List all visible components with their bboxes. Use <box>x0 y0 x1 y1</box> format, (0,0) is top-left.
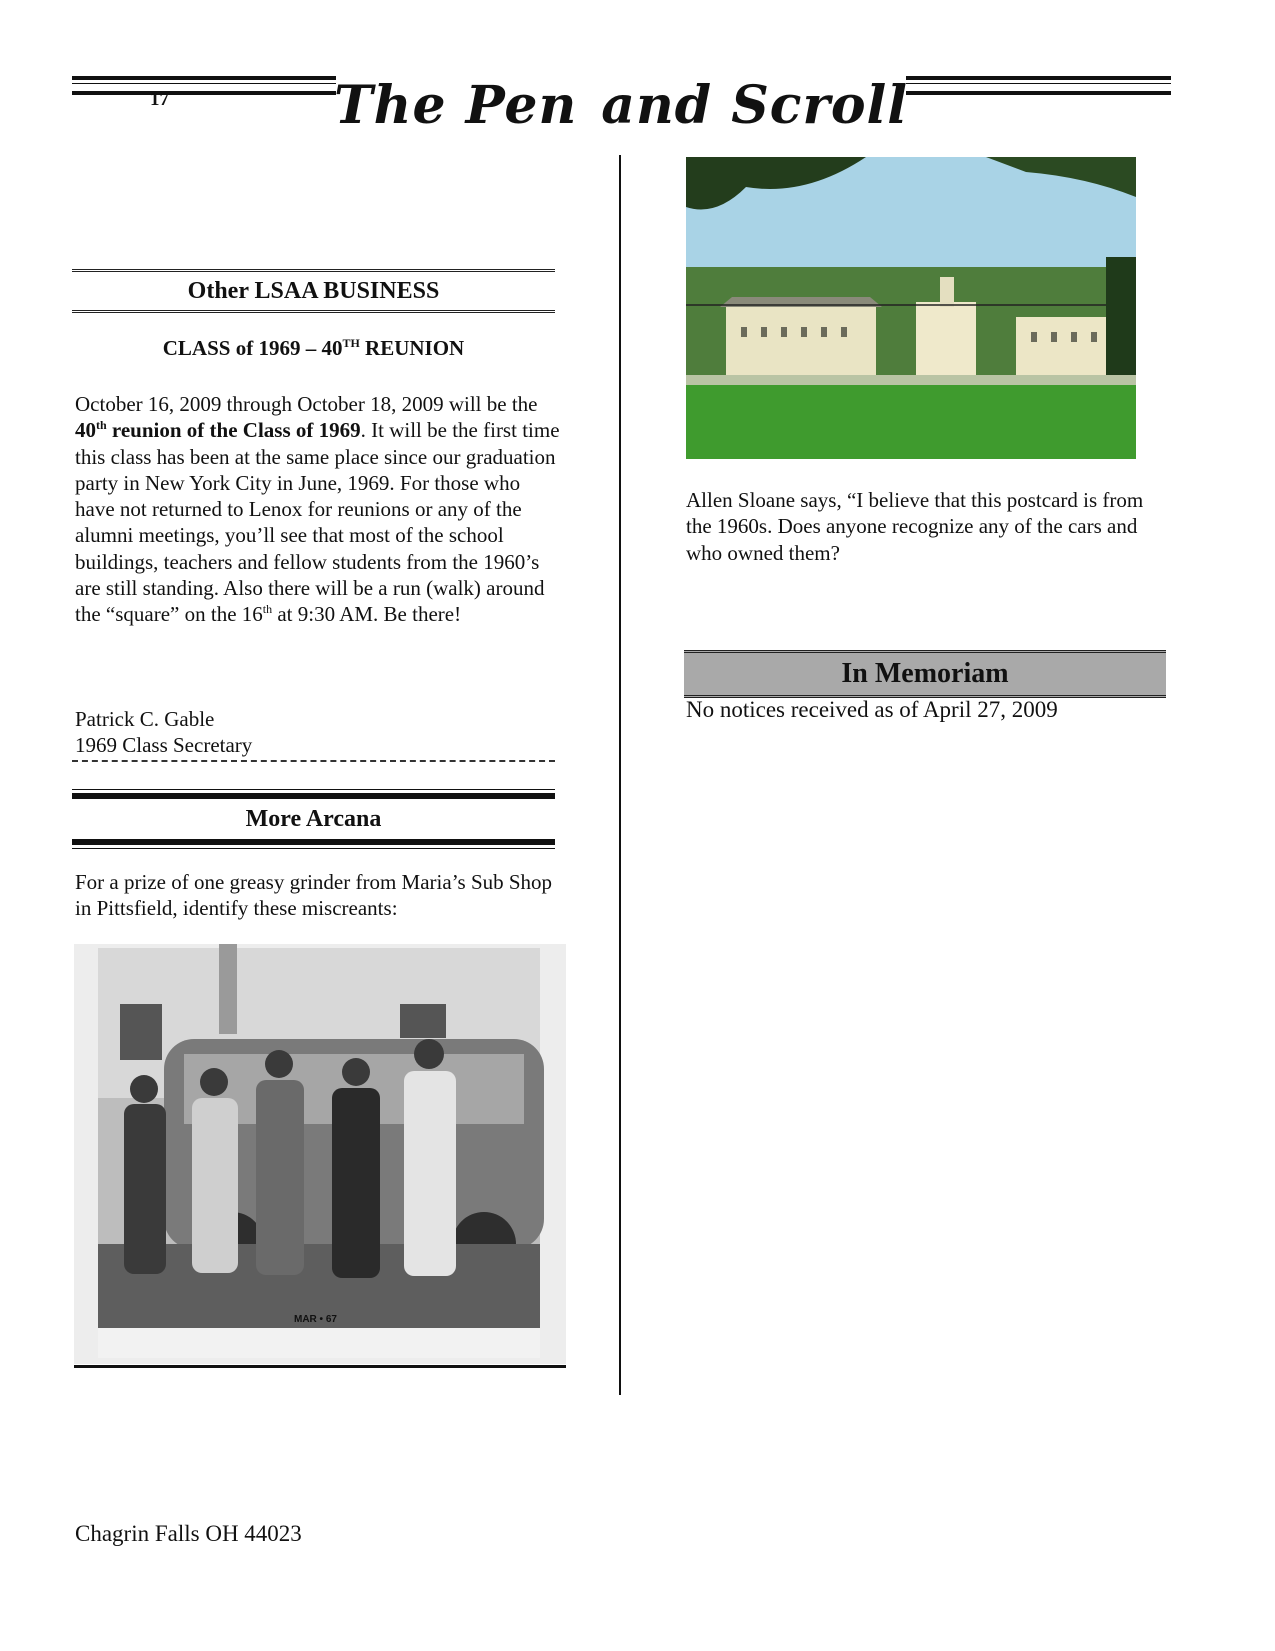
masthead-title-left: The Pen <box>333 74 578 136</box>
dashed-separator <box>72 760 555 762</box>
signature-title: 1969 Class Secretary <box>75 733 253 758</box>
section-heading-more-arcana: More Arcana <box>72 793 555 845</box>
postcard-caption: Allen Sloane says, “I believe that this postcard is from the 1960s. Does anyone recognize any of the cars and who owned them? <box>686 488 1144 565</box>
page-number: 17 <box>150 89 169 110</box>
photo-date-stamp: MAR • 67 <box>294 1314 337 1325</box>
signature-name: Patrick C. Gable <box>75 707 215 731</box>
section-heading-lsaa-business: Other LSAA BUSINESS <box>72 269 555 313</box>
in-memoriam-text: No notices received as of April 27, 2009 <box>686 697 1058 722</box>
masthead-title-right: and Scroll <box>601 74 909 136</box>
group-photo <box>74 944 566 1364</box>
footer-address: Chagrin Falls OH 44023 <box>75 1521 302 1546</box>
photo-bottom-rule <box>74 1365 566 1368</box>
arcana-paragraph: For a prize of one greasy grinder from Maria’s Sub Shop in Pittsfield, identify these miscreants: <box>75 870 553 921</box>
masthead-rule-right <box>906 76 1171 95</box>
reunion-paragraph: October 16, 2009 through October 18, 2009 will be the 40th reunion of the Class of 1969. It will be the first time this class has been at the same place since our graduation party in New York City in June, 1969. For those who have not returned to Lenox for reunions or any of the alumni meetings, you’ll see that most of the school buildings, teachers and fellow students from the 1960’s are still standing. Also there will be a run (walk) around the “square” on the 16th at 9:30 AM. Be there! <box>75 392 560 627</box>
column-divider <box>619 155 621 1395</box>
reunion-subhead: CLASS of 1969 – 40TH REUNION <box>162 336 465 360</box>
masthead-title <box>333 70 909 140</box>
in-memoriam-heading: In Memoriam <box>684 650 1166 698</box>
masthead-rule-left <box>72 76 336 95</box>
campus-postcard-photo <box>686 157 1136 459</box>
signature-block <box>75 706 560 759</box>
